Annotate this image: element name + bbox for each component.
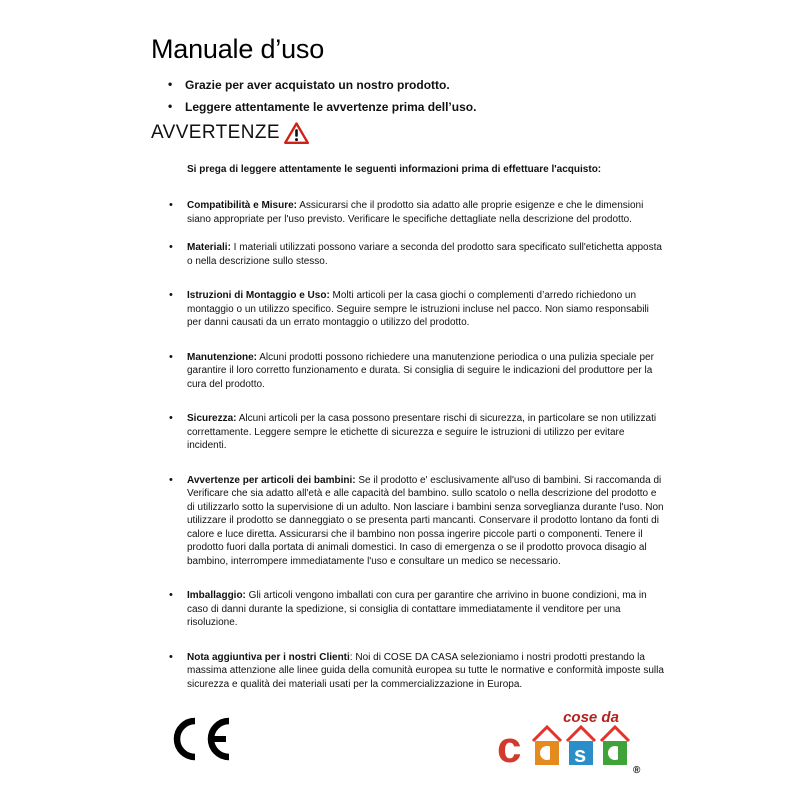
warning-item [166, 412, 666, 453]
warning-item-label: Materiali: [187, 242, 231, 253]
warning-item-text: Alcuni articoli per la casa possono presentare rischi di sicurezza, in particolare se non utilizzati correttamente. Leggere sempre le etichette di sicurezza e seguire le istruzioni di utilizzo per evitare incidenti. [187, 413, 657, 451]
warning-item [166, 651, 666, 692]
brand-logo [495, 705, 655, 777]
warning-item-text: Assicurarsi che il prodotto sia adatto alle proprie esigenze e che le dimensioni siano appropriate per l'uso previsto. Verificare le specifiche dettagliate nella descrizione del prodotto. [187, 200, 644, 225]
warning-item-text: I materiali utilizzati possono variare a seconda del prodotto sara specificato sull'etichetta apposta o nella descrizione sullo stesso. [187, 242, 662, 267]
warning-heading [151, 122, 309, 144]
svg-text:cose da: cose da [563, 709, 619, 726]
warning-item-text: Gli articoli vengono imballati con cura per garantire che arrivino in buone condizioni, ma in caso di danni durante la spedizione, si consiglia di contattare immediatamente il venditore per una risoluzione. [187, 590, 647, 628]
warning-item-label: Nota aggiuntiva per i nostri Clienti [187, 651, 350, 663]
warning-item [166, 289, 666, 330]
warning-item [166, 241, 666, 268]
warning-lead: Si prega di leggere attentamente le seguenti informazioni prima di effettuare l'acquisto: [187, 164, 602, 175]
warning-item-label: Manutenzione: [187, 351, 257, 363]
warning-heading-text: AVVERTENZE [151, 122, 280, 143]
warning-item-text: Se il prodotto e' esclusivamente all'uso di bambini. Si raccomanda di Verificare che sia adatto all'età e alle capacità del bambino. sullo scatolo o nella descrizione del prodotto e di utilizzarlo sotto la supervisione di un adulto. Non lasciare i bambini senza sorveglianza durante l'uso. Non utilizzare il prodotto se danneggiato o se presenta parti mancanti. Conservare il prodotto lontano da fonti di calore e luce diretta. Assicurarsi che il bambino non possa ingerire piccole parti o componenti. Tenere il prodotto fuori dalla portata di animali domestici. In caso di emergenza o se il prodotto provoca disagio al bambino, interrompere immediatamente l'uso e consultare un medico se necessario. [187, 474, 664, 567]
intro-list [166, 79, 476, 123]
intro-item: • Grazie per aver acquistato un nostro prodotto. [166, 79, 476, 92]
warning-item-text: Molti articoli per la casa giochi o complementi d’arredo richiedono un montaggio o un utilizzo specifico. Seguire sempre le istruzioni incluse nel pacco. Non siamo responsabili per danni causati da un errato montaggio o utilizzo del prodotto. [187, 290, 649, 328]
warning-item-label: Imballaggio: [187, 590, 246, 601]
warning-item [166, 474, 666, 569]
svg-text:®: ® [633, 765, 641, 776]
ce-mark-icon [168, 716, 234, 762]
intro-item: • Leggere attentamente le avvertenze prima dell’uso. [166, 101, 476, 114]
warning-item-text: : Noi di COSE DA CASA selezioniamo i nostri prodotti prestando la massima attenzione alle linee guida della comunità europea su tutte le normative e conformità imposte sulla sicurezza e qualità dei materiali usati per la commercializzazione in Europa. [187, 651, 664, 690]
warning-item-label: Sicurezza: [187, 413, 237, 424]
warning-list [166, 199, 666, 691]
warning-item [166, 351, 666, 392]
warning-item-label: Avvertenze per articoli dei bambini: [187, 474, 356, 486]
svg-text:c: c [497, 723, 522, 772]
warning-item [166, 589, 666, 630]
warning-item-label: Compatibilità e Misure: [187, 200, 298, 211]
warning-item-text: Alcuni prodotti possono richiedere una manutenzione periodica o una pulizia speciale per garantire il loro corretto funzionamento e durata. Si consiglia di seguire le indicazioni del produttore per la cura del prodotto. [187, 351, 654, 390]
warning-triangle-icon [284, 122, 309, 144]
svg-text:s: s [574, 742, 587, 767]
warning-item [166, 199, 666, 226]
page-title: Manuale d’uso [151, 34, 325, 64]
warning-item-label: Istruzioni di Montaggio e Uso: [187, 290, 330, 301]
